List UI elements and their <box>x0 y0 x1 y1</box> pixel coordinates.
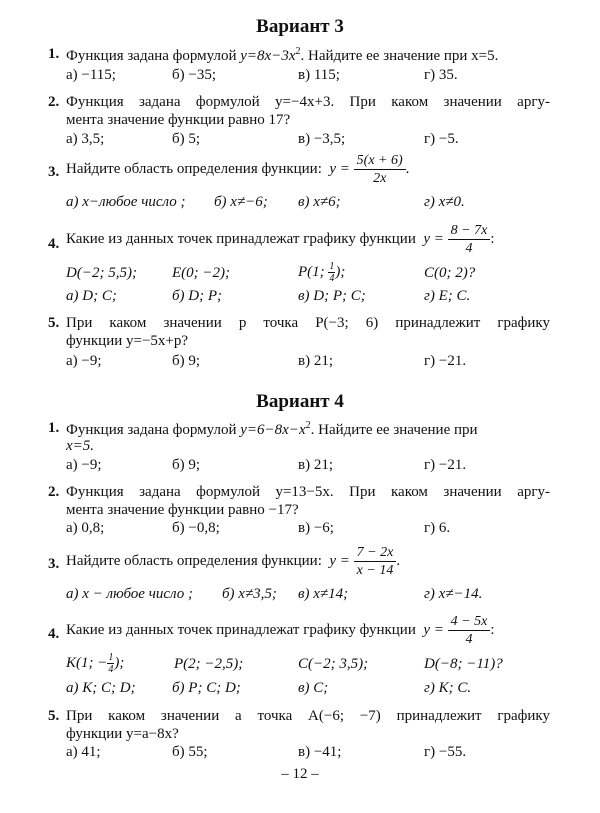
v4-q3-answer-a[interactable]: а) x − любое число ; <box>66 586 193 602</box>
v4-q4-answer-b[interactable]: б) P; C; D; <box>172 680 241 696</box>
v4-q5-answer-a[interactable]: а) 41; <box>66 744 101 760</box>
v4-q4-point-k-numerator: 1 <box>108 652 114 663</box>
v3-q2-answer-a[interactable]: а) 3,5; <box>66 131 105 147</box>
v4-q4-end: : <box>490 622 495 638</box>
v3-q5-answer-b[interactable]: б) 9; <box>172 353 201 369</box>
page-number: – 12 – <box>281 766 319 782</box>
v3-q4-point-d: D(−2; 5,5); <box>66 265 137 281</box>
v4-q2-answer-a[interactable]: а) 0,8; <box>66 520 105 536</box>
v4-q4-point-k <box>66 652 124 675</box>
v4-q4-numerator: 4 − 5x <box>448 613 491 631</box>
v4-q5-line1: При каком значении a точка A(−6; −7) принадлежит графику <box>66 708 550 724</box>
v4-q4-number: 4. <box>48 626 60 642</box>
v4-q1-exponent: 2 <box>305 420 311 431</box>
v3-q5-line1: При каком значении p точка P(−3; 6) принадлежит графику <box>66 315 550 331</box>
v3-q4-end: : <box>490 231 495 247</box>
v3-q4-point-e: E(0; −2); <box>172 265 231 281</box>
v4-q3-answer-c[interactable]: в) x≠14; <box>298 586 349 602</box>
v4-q4-point-k-pre: K(1; − <box>66 654 108 671</box>
v3-q4-lhs: y = <box>423 231 444 247</box>
v4-q4-answer-a[interactable]: а) K; C; D; <box>66 680 136 696</box>
v3-q1-text-pre: Функция задана формулой <box>66 48 241 64</box>
v3-q5-answer-a[interactable]: а) −9; <box>66 353 102 369</box>
v4-q1-number: 1. <box>48 420 60 436</box>
v3-q2-line2: мента значение функции равно 17? <box>66 112 291 128</box>
v3-q1-answer-c[interactable]: в) 115; <box>298 67 340 83</box>
v4-q4-answer-d[interactable]: г) K; C. <box>424 680 472 696</box>
v3-q4-prompt: Какие из данных точек принадлежат графику функции <box>66 231 416 247</box>
v3-q3-number: 3. <box>48 164 60 180</box>
v3-q4-point-p-numerator: 1 <box>329 261 335 272</box>
variant-3-title: Вариант 3 <box>256 16 344 37</box>
v4-q4-fraction <box>448 613 491 648</box>
v3-q4-text <box>66 222 494 257</box>
v3-q1-number: 1. <box>48 46 60 62</box>
v4-q3-end: . <box>396 553 401 569</box>
v3-q1-answer-a[interactable]: а) −115; <box>66 67 116 83</box>
v3-q2-answer-d[interactable]: г) −5. <box>424 131 459 147</box>
v3-q2-number: 2. <box>48 94 60 110</box>
v3-q4-point-p <box>298 261 345 284</box>
v4-q3-text <box>66 544 400 579</box>
v3-q5-answer-c[interactable]: в) 21; <box>298 353 333 369</box>
v3-q4-fraction <box>448 222 491 257</box>
v4-q4-text <box>66 613 494 648</box>
v3-q3-denominator: 2x <box>373 171 387 186</box>
v3-q3-numerator: 5(x + 6) <box>354 152 406 170</box>
v4-q4-lhs: y = <box>423 622 444 638</box>
v3-q2-line1: Функция задана формулой y=−4x+3. При каком значении аргу- <box>66 94 550 110</box>
v4-q3-answer-b[interactable]: б) x≠3,5; <box>222 586 277 602</box>
v3-q4-numerator: 8 − 7x <box>448 222 491 240</box>
v4-q4-point-k-denominator: 4 <box>108 664 114 675</box>
v4-q2-line2: мента значение функции равно −17? <box>66 502 299 518</box>
v3-q1-text-post: . Найдите ее значение при x=5. <box>300 48 499 64</box>
v4-q4-point-k-post: ); <box>114 654 125 671</box>
v3-q4-answer-d[interactable]: г) E; C. <box>424 288 471 304</box>
v3-q3-answer-a[interactable]: а) x−любое число ; <box>66 194 186 210</box>
v4-q2-answer-c[interactable]: в) −6; <box>298 520 334 536</box>
v3-q3-fraction <box>354 152 406 187</box>
v4-q4-answer-c[interactable]: в) C; <box>298 680 329 696</box>
v3-q4-point-p-pre: P(1; <box>298 263 325 280</box>
v3-q3-text <box>66 152 409 187</box>
v4-q3-prompt: Найдите область определения функции: <box>66 553 322 569</box>
v3-q5-answer-d[interactable]: г) −21. <box>424 353 467 369</box>
v4-q2-answer-b[interactable]: б) −0,8; <box>172 520 220 536</box>
v3-q1-answer-b[interactable]: б) −35; <box>172 67 217 83</box>
v4-q3-fraction <box>354 544 397 579</box>
v3-q1-text <box>66 46 498 65</box>
v3-q4-answer-a[interactable]: а) D; C; <box>66 288 117 304</box>
v3-q1-answer-d[interactable]: г) 35. <box>424 67 458 83</box>
v3-q4-answer-c[interactable]: в) D; P; C; <box>298 288 366 304</box>
v4-q3-denominator: x − 14 <box>356 563 394 578</box>
v3-q4-point-p-post: ); <box>335 263 346 280</box>
v3-q4-denominator: 4 <box>465 241 473 256</box>
v4-q1-answer-c[interactable]: в) 21; <box>298 457 333 473</box>
v3-q3-answer-d[interactable]: г) x≠0. <box>424 194 465 210</box>
v4-q3-numerator: 7 − 2x <box>354 544 397 562</box>
v4-q1-text <box>66 420 478 439</box>
v3-q3-end: . <box>405 161 410 177</box>
v4-q1-formula: y=6−8x−x <box>240 422 306 438</box>
v4-q3-answer-d[interactable]: г) x≠−14. <box>424 586 483 602</box>
v3-q4-point-p-denominator: 4 <box>329 273 335 284</box>
v3-q3-answer-b[interactable]: б) x≠−6; <box>214 194 268 210</box>
v4-q1-text-post: . Найдите ее значение при <box>310 422 478 438</box>
v4-q1-answer-a[interactable]: а) −9; <box>66 457 102 473</box>
v4-q5-line2: функции y=a−8x? <box>66 726 179 742</box>
v4-q4-point-p: P(2; −2,5); <box>174 656 244 672</box>
v4-q4-point-d: D(−8; −11)? <box>424 656 503 672</box>
v4-q1-text-pre: Функция задана формулой <box>66 422 241 438</box>
v4-q5-number: 5. <box>48 708 60 724</box>
v4-q3-lhs: y = <box>329 553 350 569</box>
v3-q5-number: 5. <box>48 315 60 331</box>
v3-q4-point-c: C(0; 2)? <box>424 265 476 281</box>
v3-q2-answer-b[interactable]: б) 5; <box>172 131 201 147</box>
v3-q3-lhs: y = <box>329 161 350 177</box>
v3-q3-prompt: Найдите область определения функции: <box>66 161 322 177</box>
v4-q1-answer-b[interactable]: б) 9; <box>172 457 201 473</box>
v3-q1-formula: y=8x−3x <box>240 48 296 64</box>
v4-q1-answer-d[interactable]: г) −21. <box>424 457 467 473</box>
v3-q2-answer-c[interactable]: в) −3,5; <box>298 131 346 147</box>
v4-q2-line1: Функция задана формулой y=13−5x. При каком значении аргу- <box>66 484 550 500</box>
variant-4-title: Вариант 4 <box>256 391 344 412</box>
v3-q4-number: 4. <box>48 236 60 252</box>
v4-q1-line2: x=5. <box>66 438 95 454</box>
v4-q2-answer-d[interactable]: г) 6. <box>424 520 451 536</box>
v4-q5-answer-d[interactable]: г) −55. <box>424 744 467 760</box>
v4-q5-answer-b[interactable]: б) 55; <box>172 744 208 760</box>
v4-q4-point-c: C(−2; 3,5); <box>298 656 369 672</box>
v4-q2-number: 2. <box>48 484 60 500</box>
v4-q4-denominator: 4 <box>465 632 473 647</box>
v3-q5-line2: функции y=−5x+p? <box>66 333 189 349</box>
v4-q3-number: 3. <box>48 556 60 572</box>
v4-q4-prompt: Какие из данных точек принадлежат графику функции <box>66 622 416 638</box>
v3-q1-exponent: 2 <box>295 46 301 57</box>
v3-q4-answer-b[interactable]: б) D; P; <box>172 288 223 304</box>
v3-q3-answer-c[interactable]: в) x≠6; <box>298 194 341 210</box>
v4-q5-answer-c[interactable]: в) −41; <box>298 744 342 760</box>
